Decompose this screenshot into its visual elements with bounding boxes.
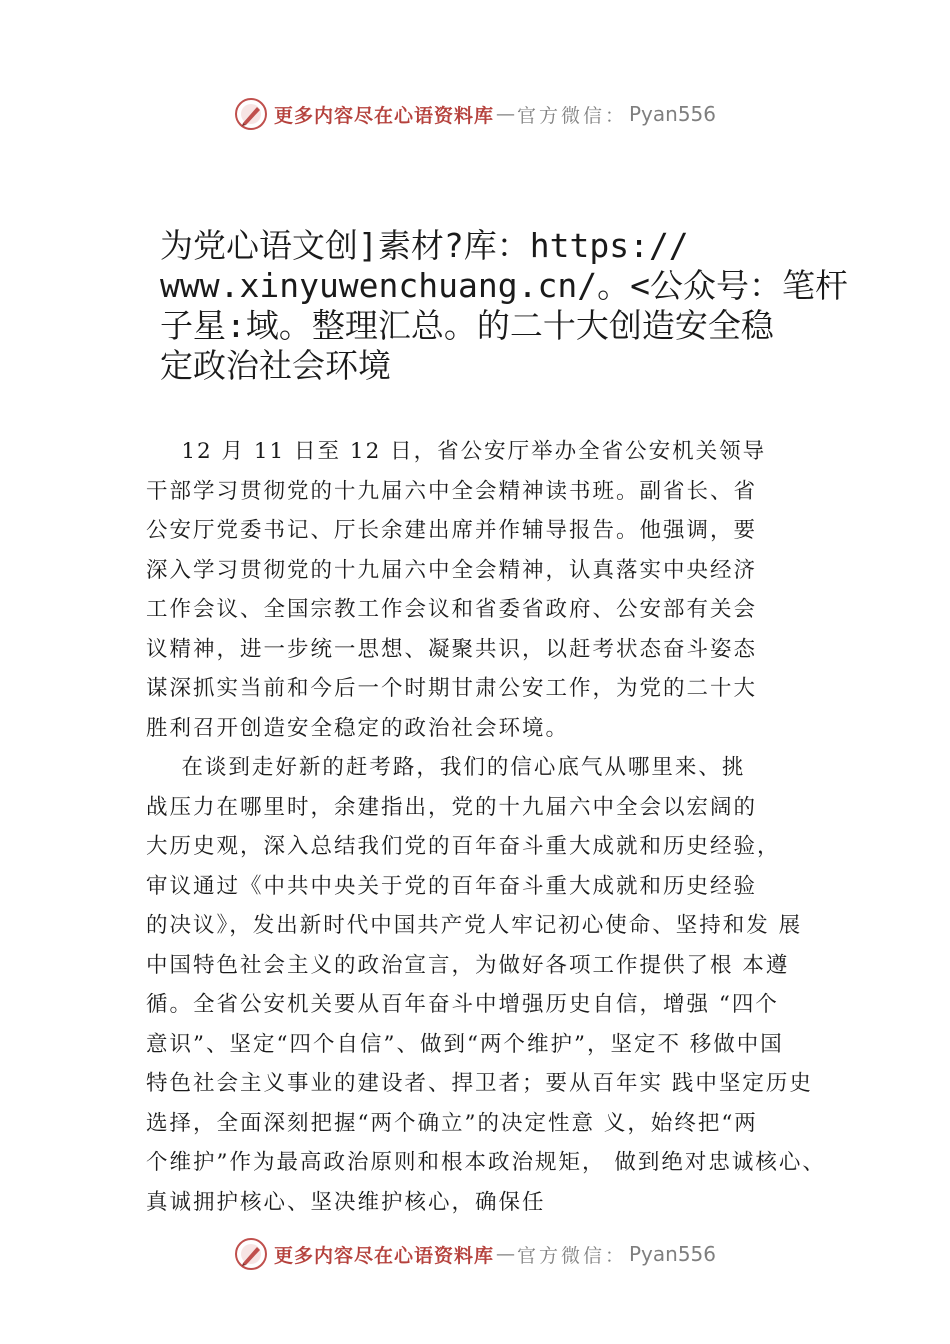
paragraph-2 — [146, 748, 846, 1222]
body-line: 审议通过《中共中央关于党的百年奋斗重大成就和历史经验 — [146, 873, 758, 899]
body-line: 12 月 11 日至 12 日，省公安厅举办全省公安机关领导 — [146, 439, 767, 464]
body-line: 大历史观，深入总结我们党的百年奋斗重大成就和历史经验， — [146, 834, 781, 859]
banner-wechat-label: 官方微信： — [516, 104, 627, 127]
body-line: 个维护”作为最高政治原则和根本政治规矩， 做到绝对忠诚核心、 — [146, 1150, 826, 1175]
body-line: 在谈到走好新的赶考路，我们的信心底气从哪里来、挑 — [146, 755, 746, 780]
document-body — [146, 432, 846, 1222]
body-line: 胜利召开创造安全稳定的政治社会环境。 — [146, 715, 570, 741]
banner-brand-text: 更多内容尽在心语资料库 — [273, 1244, 494, 1267]
banner-wechat-label: 官方微信： — [516, 1244, 627, 1267]
pen-logo-icon — [234, 97, 268, 131]
banner-wechat-id: Pyan556 — [629, 1242, 717, 1266]
body-line: 深入学习贯彻党的十九届六中全会精神，认真落实中央经济 — [146, 557, 758, 583]
title-line: 子星:域。整理汇总。的二十大创造安全稳 — [160, 306, 774, 345]
body-line: 的决议》，发出新时代中国共产党人牢记初心使命、坚持和发 展 — [146, 913, 803, 938]
body-line: 选择，全面深刻把握“两个确立”的决定性意 义，始终把“两 — [146, 1110, 758, 1136]
body-line: 意识”、坚定“四个自信”、做到“两个维护”，坚定不 移做中国 — [146, 1031, 784, 1057]
paragraph-1 — [146, 432, 846, 748]
banner-brand-text: 更多内容尽在心语资料库 — [273, 104, 494, 127]
title-line: www.xinyuwenchuang.cn/。<公众号：笔杆 — [160, 266, 848, 305]
body-line: 谋深抓实当前和今后一个时期甘肃公安工作，为党的二十大 — [146, 676, 758, 701]
body-line: 议精神，进一步统一思想、凝聚共识，以赶考状态奋斗姿态 — [146, 636, 758, 662]
banner-dash: — — [495, 103, 515, 125]
body-line: 干部学习贯彻党的十九届六中全会精神读书班。副省长、省 — [146, 478, 758, 504]
footer-banner — [0, 1234, 950, 1274]
document-title — [160, 226, 848, 386]
pen-logo-icon — [234, 1237, 268, 1271]
header-banner — [0, 94, 950, 134]
title-line: 定政治社会环境 — [160, 346, 391, 385]
body-line: 真诚拥护核心、坚决维护核心，确保任 — [146, 1189, 546, 1215]
title-line: 为党心语文创]素材?库：https:// — [160, 226, 689, 265]
banner-dash: — — [495, 1243, 515, 1265]
body-line: 循。全省公安机关要从百年奋斗中增强历史自信，增强 “四个 — [146, 992, 779, 1017]
banner-wechat-id: Pyan556 — [629, 102, 717, 126]
body-line: 中国特色社会主义的政治宣言，为做好各项工作提供了根 本遵 — [146, 952, 790, 978]
body-line: 公安厅党委书记、厅长余建出席并作辅导报告。他强调，要 — [146, 518, 758, 543]
body-line: 特色社会主义事业的建设者、捍卫者；要从百年实 践中坚定历史 — [146, 1071, 813, 1096]
body-line: 战压力在哪里时，余建指出，党的十九届六中全会以宏阔的 — [146, 794, 758, 820]
body-line: 工作会议、全国宗教工作会议和省委省政府、公安部有关会 — [146, 597, 758, 622]
